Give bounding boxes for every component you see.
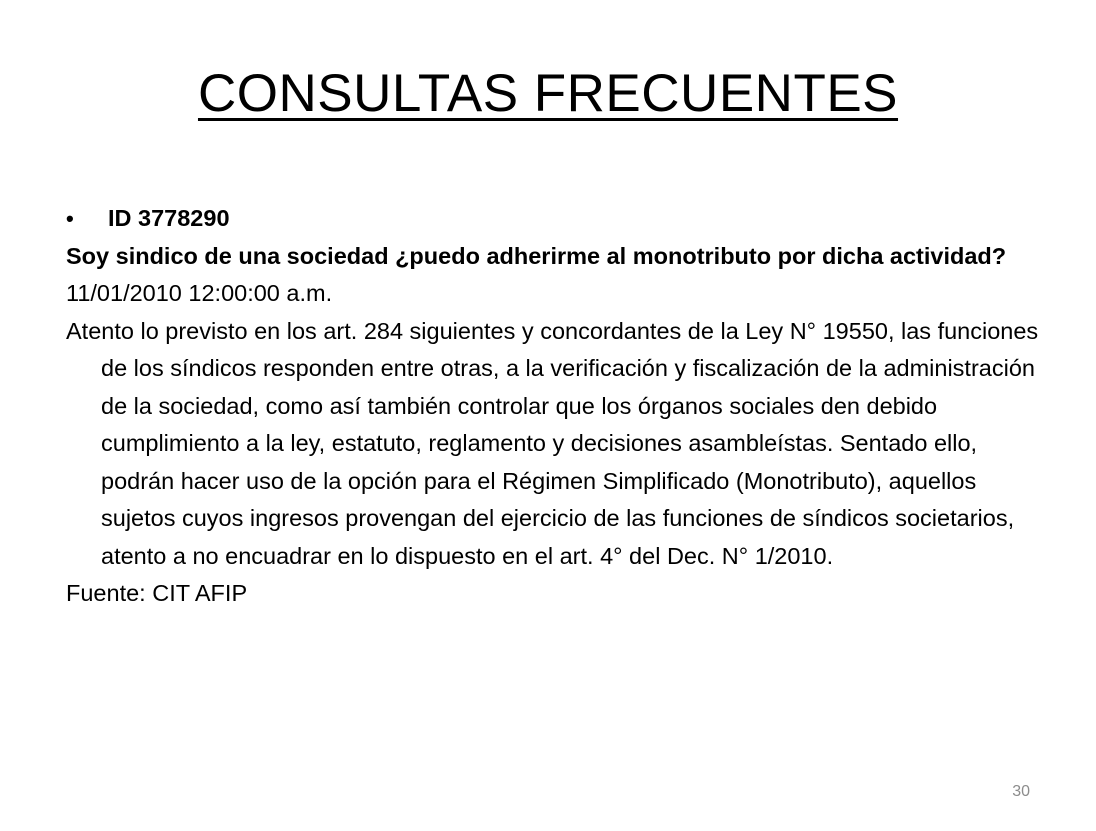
id-line xyxy=(66,200,1046,238)
source-text: Fuente: CIT AFIP xyxy=(66,580,248,606)
id-label: ID 3778290 xyxy=(108,205,230,231)
page-number: 30 xyxy=(1012,783,1030,800)
question-text: Soy sindico de una sociedad ¿puedo adherirme al monotributo por dicha actividad? xyxy=(66,242,1007,269)
answer-text: Atento lo previsto en los art. 284 siguientes y concordantes de la Ley N° 19550, las funciones de los síndicos responden entre otras, a la verificación y fiscalización de la administración de la sociedad, como así también controlar que los órganos sociales den debido cumplimiento a la ley, estatuto, reglamento y decisiones asambleístas. Sentado ello, podrán hacer uso de la opción para el Régimen Simplificado (Monotributo), aquellos sujetos cuyos ingresos provengan del ejercicio de las funciones de síndicos societarios, atento a no encuadrar en lo dispuesto en el art. 4° del Dec. N° 1/2010. xyxy=(66,317,1039,569)
slide-title: CONSULTAS FRECUENTES xyxy=(197,64,899,123)
bullet-icon: • xyxy=(66,206,74,231)
date-text: 11/01/2010 12:00:00 a.m. xyxy=(66,280,333,306)
slide-body xyxy=(66,200,1046,613)
